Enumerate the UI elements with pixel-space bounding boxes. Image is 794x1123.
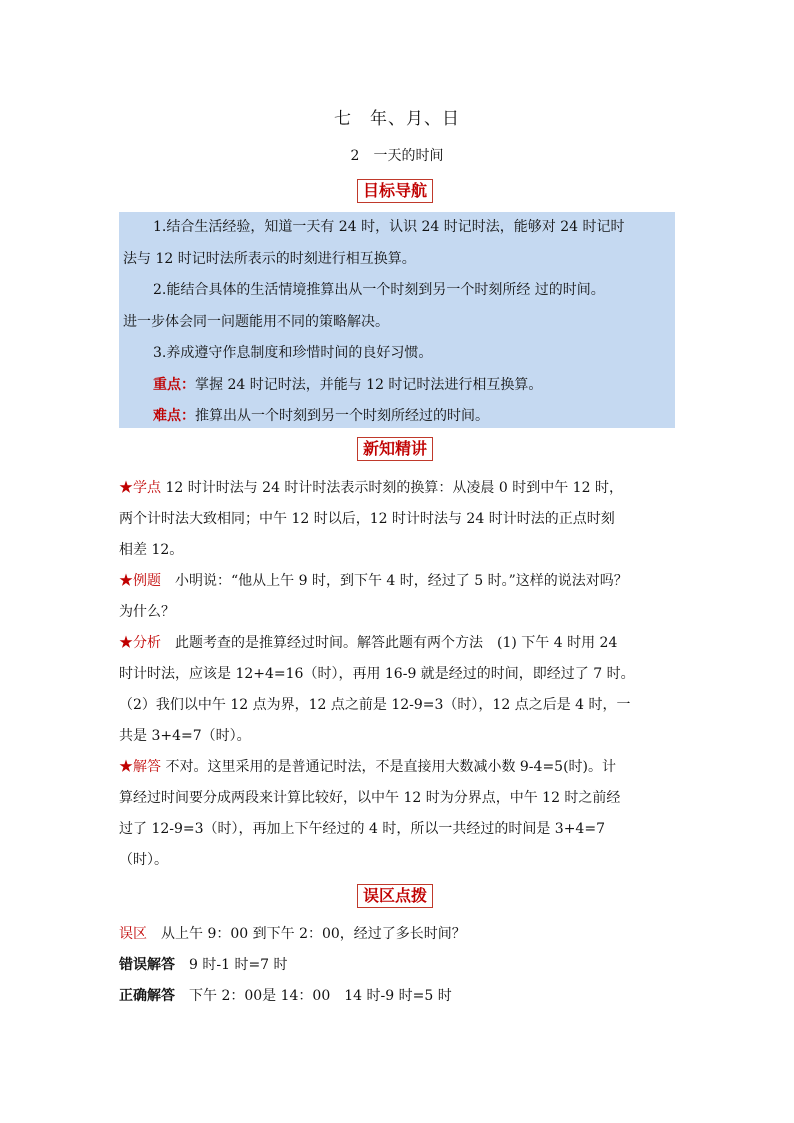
difficult-point-label: 难点：	[153, 408, 195, 424]
goal-2-line-1: 2.能结合具体的生活情境推算出从一个时刻到另一个时刻所经 过的时间。	[153, 282, 605, 298]
answer-line-1	[119, 752, 677, 783]
section-heading-new-knowledge: 新知精讲	[357, 437, 433, 461]
example-line-2: 为什么？	[119, 604, 175, 620]
analysis-label: ★分析	[119, 635, 161, 651]
chapter-title: 七 年、月、日	[334, 109, 460, 129]
goals-box	[119, 212, 675, 428]
analysis-line-3: （2）我们以中午 12 点为界，12 点之前是 12-9=3（时），12 点之后是 4 时，一	[119, 697, 631, 713]
lesson-subtitle: 2 一天的时间	[350, 148, 444, 164]
goal-3: 3.养成遵守作息制度和珍惜时间的良好习惯。	[153, 345, 433, 361]
mistake-label: 误区	[119, 926, 147, 942]
key-point-text: 掌握 24 时记时法，并能与 12 时记时法进行相互换算。	[195, 376, 543, 393]
analysis-line-4: 共是 3+4=7（时）。	[119, 728, 251, 744]
difficult-point	[123, 401, 671, 433]
study-line-3: 相差 12。	[119, 542, 184, 558]
mistake-text: 从上午 9：00 到下午 2：00，经过了多长时间？	[147, 926, 466, 942]
section-heading-goals: 目标导航	[357, 179, 433, 203]
knowledge-body	[119, 473, 677, 876]
study-label: ★学点	[119, 480, 161, 496]
study-line-1	[119, 473, 677, 504]
mistake-body	[119, 919, 677, 1012]
goal-1-line-1: 1.结合生活经验，知道一天有 24 时，认识 24 时记时法，能够对 24 时记时	[153, 219, 625, 235]
analysis-line-2: 时计时法，应该是 12+4=16（时），再用 16-9 就是经过的时间，即经过了 7 时。	[119, 666, 635, 682]
difficult-point-text: 推算出从一个时刻到另一个时刻所经过的时间。	[195, 408, 489, 424]
answer-label: ★解答	[119, 759, 161, 775]
goal-2-line-2: 进一步体会同一问题能用不同的策略解决。	[123, 313, 389, 330]
correct-answer-line	[119, 981, 677, 1012]
example-line-1	[119, 566, 677, 597]
key-point-label: 重点：	[153, 376, 195, 393]
mistake-line	[119, 919, 677, 950]
wrong-answer-text: 9 时-1 时=7 时	[175, 957, 288, 973]
correct-answer-text: 下午 2：00是 14：00 14 时-9 时=5 时	[175, 988, 452, 1004]
study-text-1: 12 时计时法与 24 时计时法表示时刻的换算：从凌晨 0 时到中午 12 时，	[161, 480, 623, 496]
study-line-2: 两个计时法大致相同；中午 12 时以后，12 时计时法与 24 时计时法的正点时刻	[119, 511, 615, 527]
answer-line-2: 算经过时间要分成两段来计算比较好，以中午 12 时为分界点，中午 12 时之前经	[119, 790, 621, 806]
analysis-text-1: 此题考查的是推算经过时间。解答此题有两个方法 (1) 下午 4 时用 24	[161, 635, 618, 651]
wrong-answer-label: 错误解答	[119, 957, 175, 973]
key-point	[123, 370, 671, 402]
section-heading-mistakes: 误区点拨	[357, 884, 433, 908]
answer-text-1: 不对。这里采用的是普通记时法，不是直接用大数减小数 9-4=5(时)。计	[161, 759, 617, 775]
example-label: ★例题	[119, 573, 161, 589]
answer-line-4: （时）。	[119, 852, 168, 868]
answer-line-3: 过了 12-9=3（时），再加上下午经过的 4 时，所以一共经过的时间是 3+4=7	[119, 821, 605, 837]
wrong-answer-line	[119, 950, 677, 981]
example-text-1: 小明说：“他从上午 9 时，到下午 4 时，经过了 5 时。”这样的说法对吗？	[161, 573, 628, 589]
correct-answer-label: 正确解答	[119, 988, 175, 1004]
goal-1-line-2: 法与 12 时记时法所表示的时刻进行相互换算。	[123, 250, 416, 267]
analysis-line-1	[119, 628, 677, 659]
